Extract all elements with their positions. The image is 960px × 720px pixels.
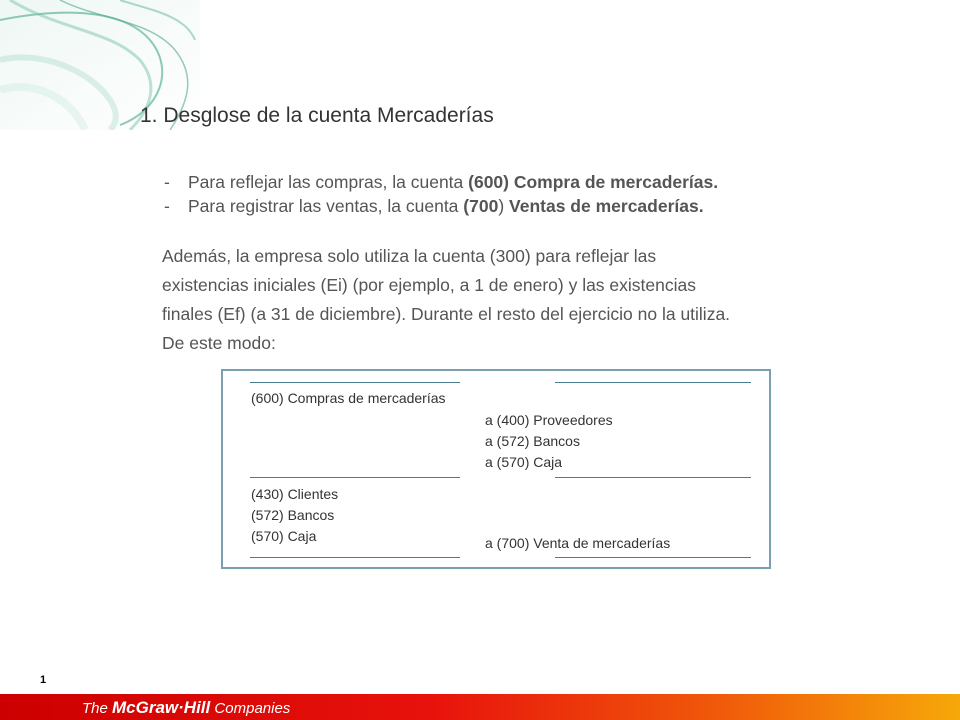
paragraph-line: existencias iniciales (Ei) (por ejemplo, a 1 de enero) y las existencias: [162, 275, 696, 295]
bullet-text: Para registrar las ventas, la cuenta: [188, 196, 464, 216]
bullet-text: Para reflejar las compras, la cuenta: [188, 172, 469, 192]
bullet-dash: -: [164, 196, 170, 216]
journal-rule: [555, 557, 751, 558]
explanation-paragraph: [162, 242, 882, 358]
journal-rule: [250, 382, 460, 383]
journal-entries-figure: [221, 369, 771, 569]
bullet-bold-text: Ventas de mercaderías.: [509, 196, 704, 216]
bullet-purchases: [164, 170, 884, 194]
bullet-sales: [164, 194, 884, 218]
paragraph-line: De este modo:: [162, 333, 276, 353]
bullet-bold-text: (600) Compra de mercaderías.: [468, 172, 719, 192]
paragraph-line: finales (Ef) (a 31 de diciembre). Durante el resto del ejercicio no la utiliza.: [162, 304, 731, 324]
journal-rule: [555, 382, 751, 383]
journal-debit-line: (430) Clientes: [251, 486, 339, 502]
journal-credit-line: a (400) Proveedores: [485, 412, 613, 428]
footer-bar: [0, 694, 960, 720]
journal-debit-purchases: (600) Compras de mercaderías: [251, 390, 446, 406]
bullet-list: [164, 170, 884, 218]
publisher-logo: [82, 698, 290, 718]
bullet-text: ): [498, 196, 510, 216]
logo-main: McGraw·Hill: [112, 698, 211, 717]
bullet-bold-text: (700: [463, 196, 499, 216]
slide-title: 1. Desglose de la cuenta Mercaderías: [140, 104, 494, 127]
journal-credit-line: a (570) Caja: [485, 454, 563, 470]
journal-credit-line: a (572) Bancos: [485, 433, 580, 449]
logo-suffix: Companies: [210, 700, 291, 717]
bullet-dash: -: [164, 172, 170, 192]
journal-rule: [555, 477, 751, 478]
journal-debit-line: (572) Bancos: [251, 507, 335, 523]
paragraph-line: Además, la empresa solo utiliza la cuenta (300) para reflejar las: [162, 246, 657, 266]
journal-rule: [250, 477, 460, 478]
logo-prefix: The: [82, 700, 113, 717]
journal-rule: [250, 557, 460, 558]
page-number: 1: [40, 674, 47, 686]
journal-credit-sales: a (700) Venta de mercaderías: [485, 535, 671, 551]
journal-debit-line: (570) Caja: [251, 528, 317, 544]
